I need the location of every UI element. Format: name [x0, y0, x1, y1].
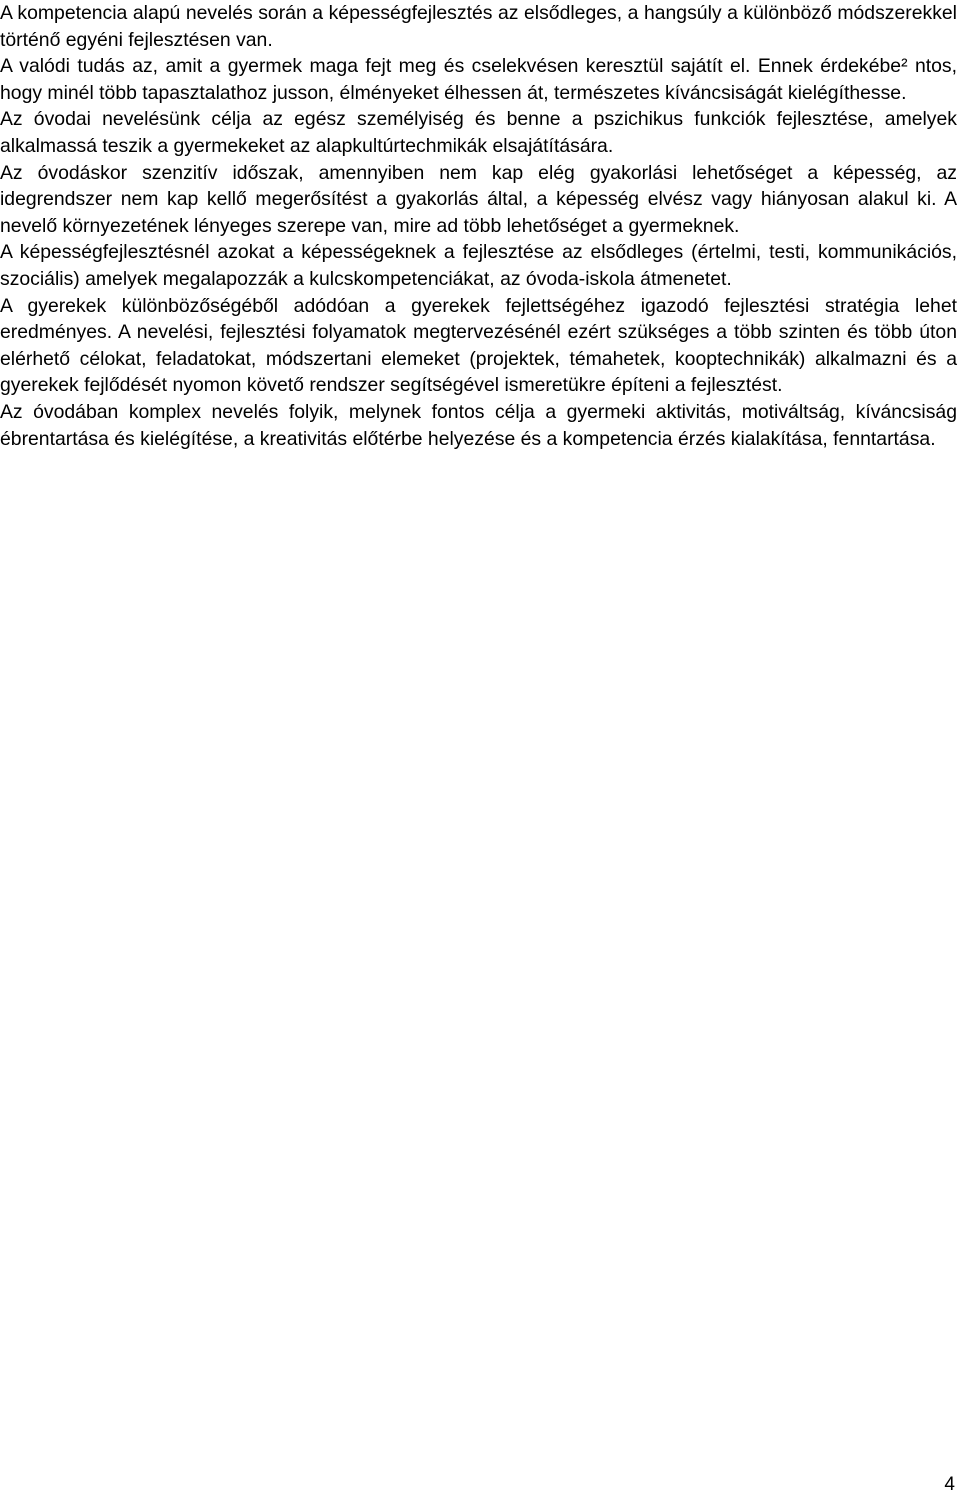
document-body — [0, 0, 957, 452]
paragraph-3: Az óvodai nevelésünk célja az egész személyiség és benne a pszichikus funkciók fejlesztése, amelyek alkalmassá teszik a gyermekeket az alapkultúrtechmikák elsajátítására. — [0, 108, 957, 157]
paragraph-6: A gyerekek különbözőségéből adódóan a gyerekek fejlettségéhez igazodó fejlesztési stratégia lehet eredményes. A nevelési, fejlesztési folyamatok megtervezésénél ezért szükséges a több szinten és több úton elérhető célokat, feladatokat, módszertani elemeket (projektek, témahetek, kooptechnikák) alkalmazni és a gyerekek fejlődését nyomon követő rendszer segítségével ismeretükre építeni a fejlesztést. — [0, 294, 957, 397]
paragraph-7: Az óvodában komplex nevelés folyik, melynek fontos célja a gyermeki aktivitás, motiváltság, kíváncsiság ébrentartása és kielégítése, a kreativitás előtérbe helyezése és a kompetencia érzés kialakítása, fenntartása. — [0, 400, 957, 450]
page-number: 4 — [944, 1474, 955, 1495]
paragraph-4: Az óvodáskor szenzitív időszak, amennyiben nem kap elég gyakorlási lehetőséget a képesség, az idegrendszer nem kap kellő megerősítést a gyakorlás által, a képesség elvész vagy hiányosan alakul ki. A nevelő környezetének lényeges szerepe van, mire ad több lehetőséget a gyermeknek. — [0, 161, 957, 237]
paragraph-2: A valódi tudás az, amit a gyermek maga fejt meg és cselekvésen keresztül sajátít el. Ennek érdekébe² ntos, hogy minél több tapasztalathoz jusson, élményeket élhessen át, természetes kíváncsiságát kielégíthesse. — [0, 55, 957, 104]
paragraph-5: A képességfejlesztésnél azokat a képességeknek a fejlesztése az elsődleges (értelmi, testi, kommunikációs, szociális) amelyek megalapozzák a kulcskompetenciákat, az óvoda-iskola átmenetet. — [0, 241, 957, 290]
paragraph-1: A kompetencia alapú nevelés során a képességfejlesztés az elsődleges, a hangsúly a különböző módszerekkel történő egyéni fejlesztésen van. — [0, 2, 957, 51]
